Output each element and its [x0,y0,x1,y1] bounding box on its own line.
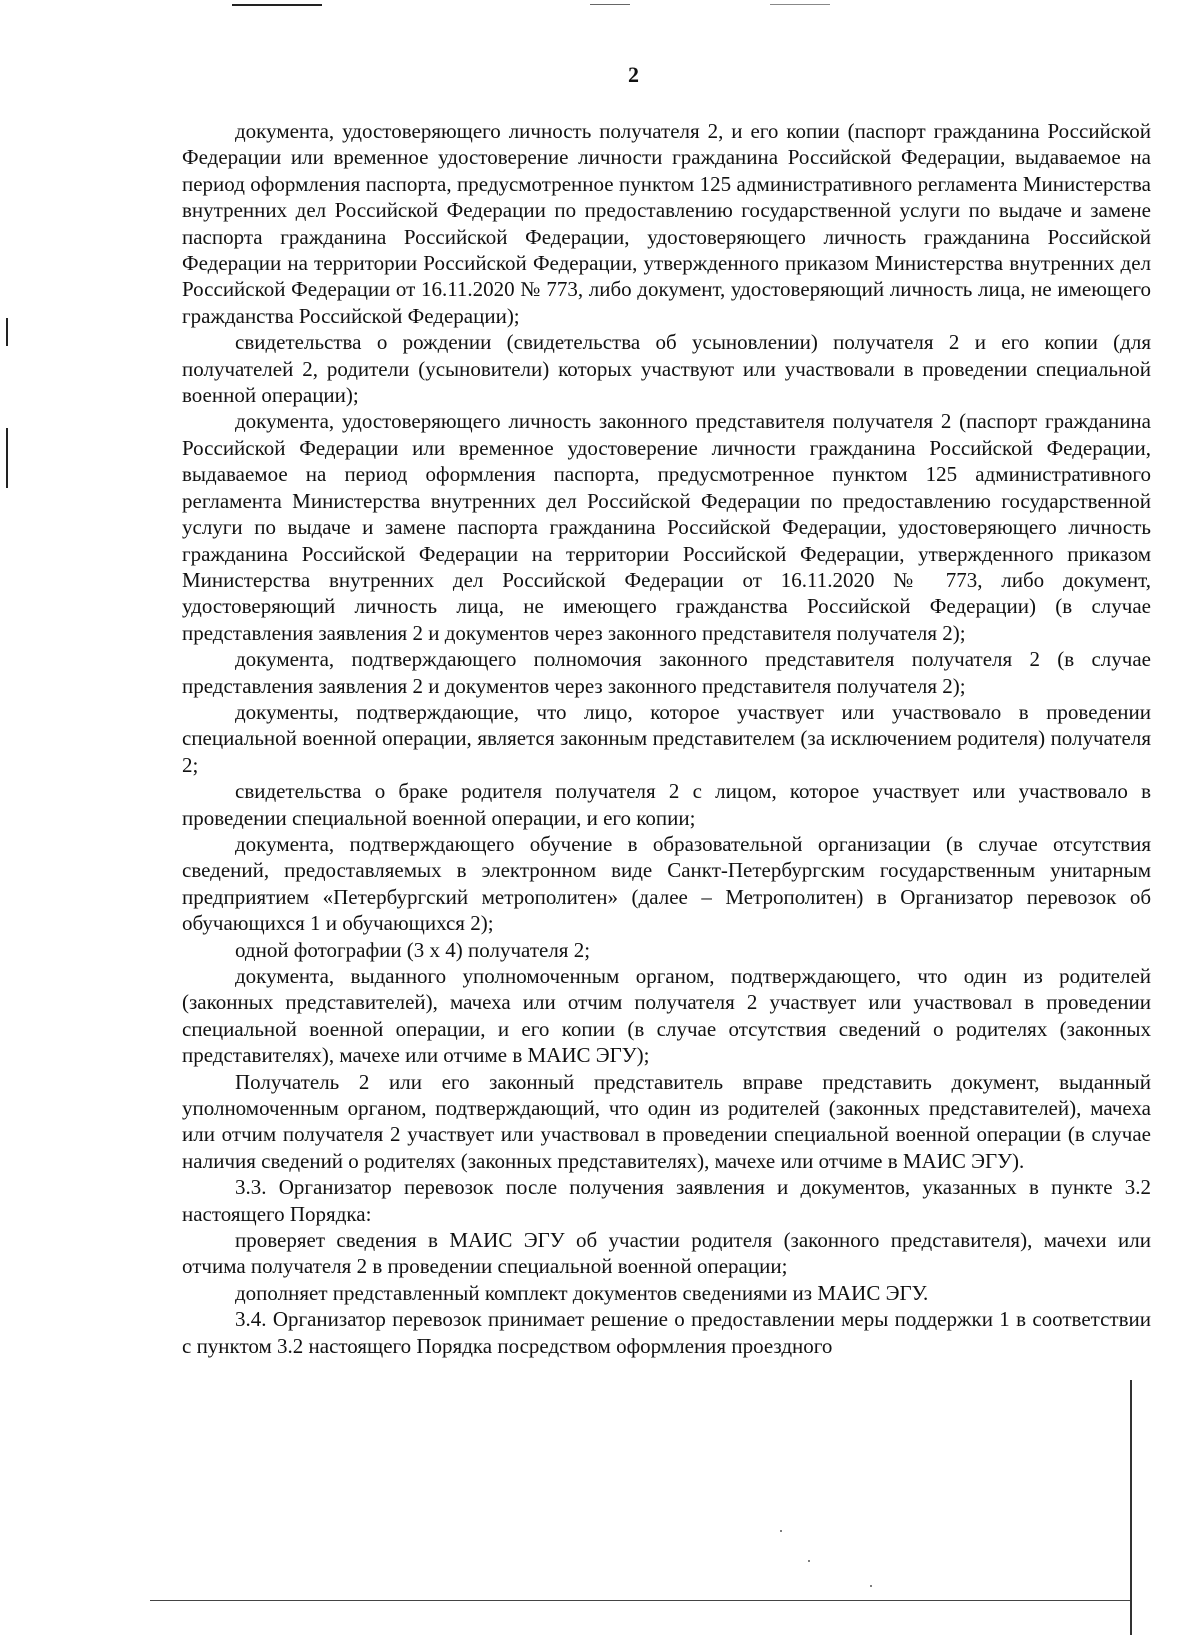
paragraph-legal-representative-proof: документы, подтверждающие, что лицо, которое участвует или участвовало в проведении специальной военной операции, является законным представителем (за исключением родителя) получателя 2; [182,699,1151,777]
paragraph-birth-certificate: свидетельства о рождении (свидетельства об усыновлении) получателя 2 и его копии (для получателей 2, родители (усыновители) которых участвуют или участвовали в проведении специальной военной операции); [182,330,1151,408]
scan-right-border [1130,1380,1132,1635]
scan-left-mark-1 [6,318,8,346]
scan-bottom-rule [150,1600,1130,1601]
paragraph-photo: одной фотографии (3 х 4) получателя 2; [235,937,591,962]
paragraph-section-3-4: 3.4. Организатор перевозок принимает решение о предоставлении меры поддержки 1 в соответствии с пунктом 3.2 настоящего Порядка посредством оформления проездного [182,1307,1151,1358]
paragraph-section-3-3: 3.3. Организатор перевозок после получения заявления и документов, указанных в пункте 3.2 настоящего Порядка: [182,1175,1151,1226]
scan-dot-1 [780,1530,782,1532]
document-body [182,118,1151,1359]
scan-top-rule-2 [590,4,630,5]
paragraph-supplements: дополняет представленный комплект документов сведениями из МАИС ЭГУ. [235,1280,929,1305]
paragraph-participation-document: документа, выданного уполномоченным органом, подтверждающего, что один из родителей (законных представителей), мачеха или отчим получателя 2 участвует или участвовал в проведении специальной военной операции, и его копии (в случае отсутствия сведений о родителях (законных представителях), мачехе или отчиме в МАИС ЭГУ); [182,964,1151,1068]
paragraph-identity-document: документа, удостоверяющего личность получателя 2, и его копии (паспорт гражданина Российской Федерации или временное удостоверение личности гражданина Российской Федерации, выдаваемое на период оформления паспорта, предусмотренное пунктом 125 административного регламента Министерства внутренних дел Российской Федерации по предоставлению государственной услуги по выдаче и замене паспорта гражданина Российской Федерации, удостоверяющего личность гражданина Российской Федерации на территории Российской Федерации, утвержденного приказом Министерства внутренних дел Российской Федерации от 16.11.2020 № 773, либо документ, удостоверяющий личность лица, не имеющего гражданства Российской Федерации); [182,119,1151,328]
paragraph-recipient-right: Получатель 2 или его законный представитель вправе представить документ, выданный уполномоченным органом, подтверждающий, что один из родителей (законных представителей), мачеха или отчим получателя 2 участвует или участвовал в проведении специальной военной операции (в случае наличия сведений о родителях (законных представителях), мачехе или отчиме в МАИС ЭГУ). [182,1069,1151,1173]
page-number: 2 [628,62,639,87]
paragraph-representative-identity: документа, удостоверяющего личность законного представителя получателя 2 (паспорт гражданина Российской Федерации или временное удостоверение личности гражданина Российской Федерации, выдаваемое на период оформления паспорта, предусмотренное пунктом 125 административного регламента Министерства внутренних дел Российской Федерации по предоставлению государственной услуги по выдаче и замене паспорта гражданина Российской Федерации, удостоверяющего личность гражданина Российской Федерации на территории Российской Федерации, утвержденного приказом Министерства внутренних дел Российской Федерации от 16.11.2020 № 773, либо документ, удостоверяющий личность лица, не имеющего гражданства Российской Федерации) (в случае представления заявления 2 и документов через законного представителя получателя 2); [182,409,1151,645]
paragraph-checks-maís: проверяет сведения в МАИС ЭГУ об участии родителя (законного представителя), мачехи или отчима получателя 2 в проведении специальной военной операции; [182,1228,1151,1279]
paragraph-marriage-certificate: свидетельства о браке родителя получателя 2 с лицом, которое участвует или участвовало в проведении специальной военной операции, и его копии; [182,779,1151,830]
scan-dot-2 [808,1560,810,1562]
scan-dot-3 [870,1585,872,1587]
paragraph-education-proof: документа, подтверждающего обучение в образовательной организации (в случае отсутствия сведений, предоставляемых в электронном виде Санкт-Петербургским государственным унитарным предприятием «Петербургский метрополитен» (далее – Метрополитен) в Организатор перевозок об обучающихся 1 и обучающихся 2); [182,831,1151,936]
scan-top-rule-3 [770,4,830,5]
paragraph-representative-authority: документа, подтверждающего полномочия законного представителя получателя 2 (в случае представления заявления 2 и документов через законного представителя получателя 2); [182,647,1151,698]
scan-top-rule-1 [232,4,322,6]
scan-left-mark-2 [6,428,8,488]
